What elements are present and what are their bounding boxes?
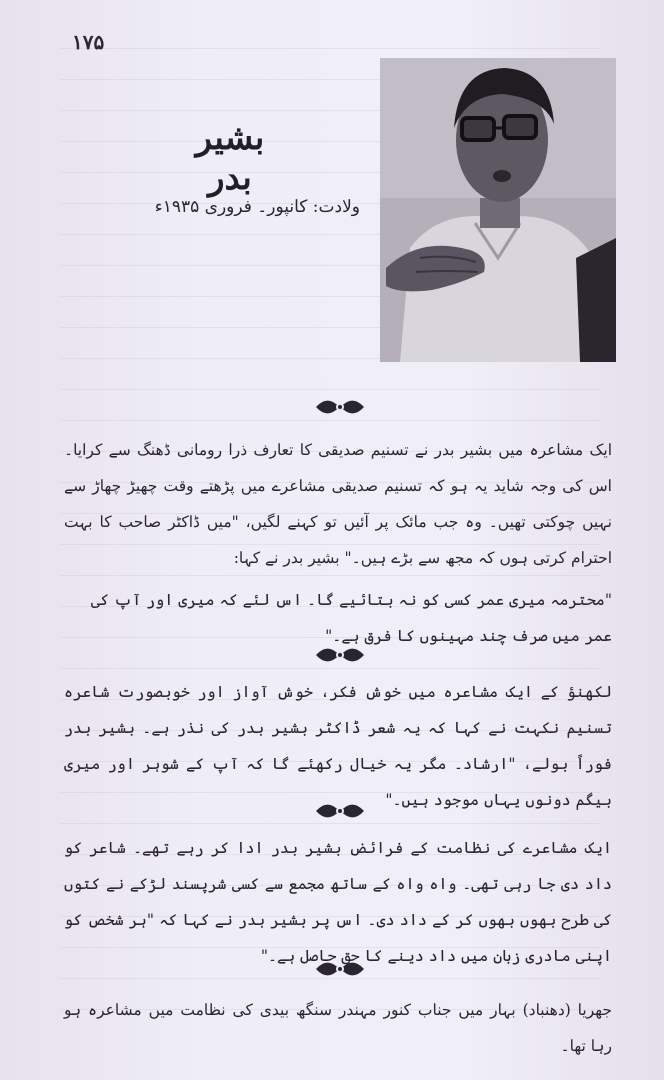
anecdote-4 <box>64 992 612 1064</box>
anecdote-2 <box>64 674 612 818</box>
ornament-icon <box>312 798 368 824</box>
anecdote-3-text: ایک مشاعرے کی نظامت کے فرائض بشیر بدر ادا کر رہے تھے۔ شاعر کو داد دی جا رہی تھی۔ واہ واہ کے ساتھ مجمع سے کسی شرپسند لڑکے نے کتوں کی طرح بھوں بھوں کر کے داد دی۔ اس پر بشیر بدر نے کہا کہ "ہر شخص کو اپنی مادری زبان میں داد دینے کا حق حاصل ہے۔" <box>64 839 612 965</box>
poet-name-title: بشیر بدر <box>195 118 265 198</box>
birth-info: ولادت: کانپور۔ فروری ۱۹۳۵ء <box>154 197 360 217</box>
anecdote-2-text: لکھنؤ کے ایک مشاعرہ میں خوش فکر، خوش آواز اور خوبصورت شاعرہ تسنیم نکہت نے کہا کہ یہ شعر ڈاکٹر بشیر بدر کی نذر ہے۔ بشیر بدر فوراً بولے، "ارشاد۔ مگر یہ خیال رکھئے گا کہ آپ کے شوہر اور میری بیگم دونوں یہاں موجود ہیں۔" <box>64 683 612 809</box>
anecdote-1-quote: "محترمہ میری عمر کسی کو نہ بتائیے گا۔ اس لئے کہ میری اور آپ کی عمر میں صرف چند مہینوں کا فرق ہے۔" <box>90 591 612 645</box>
page-number: ۱۷۵ <box>72 30 105 54</box>
anecdote-3 <box>64 830 612 974</box>
anecdote-4-text: جھریا (دھنباد) بہار میں جناب کنور مہندر سنگھ بیدی کی نظامت میں مشاعرہ ہو رہا تھا۔ <box>64 1001 612 1055</box>
anecdote-1 <box>64 432 612 654</box>
ornament-icon <box>312 642 368 668</box>
portrait-icon <box>380 58 616 362</box>
ornament-icon <box>312 956 368 982</box>
ornament-icon <box>312 394 368 420</box>
portrait-photo <box>380 58 616 362</box>
anecdote-1-text: ایک مشاعرہ میں بشیر بدر نے تسنیم صدیقی کا تعارف ذرا رومانی ڈھنگ سے کرایا۔ اس کی وجہ شاید یہ ہو کہ تسنیم صدیقی مشاعرے میں پڑھتے وقت چھیڑ چھاڑ سے نہیں چوکتی تھیں۔ وہ جب مائک پر آئیں تو کہنے لگیں، "میں ڈاکٹر صاحب کا بہت احترام کرتی ہوں کہ مجھ سے بڑے ہیں۔" بشیر بدر نے کہا: <box>64 441 612 567</box>
